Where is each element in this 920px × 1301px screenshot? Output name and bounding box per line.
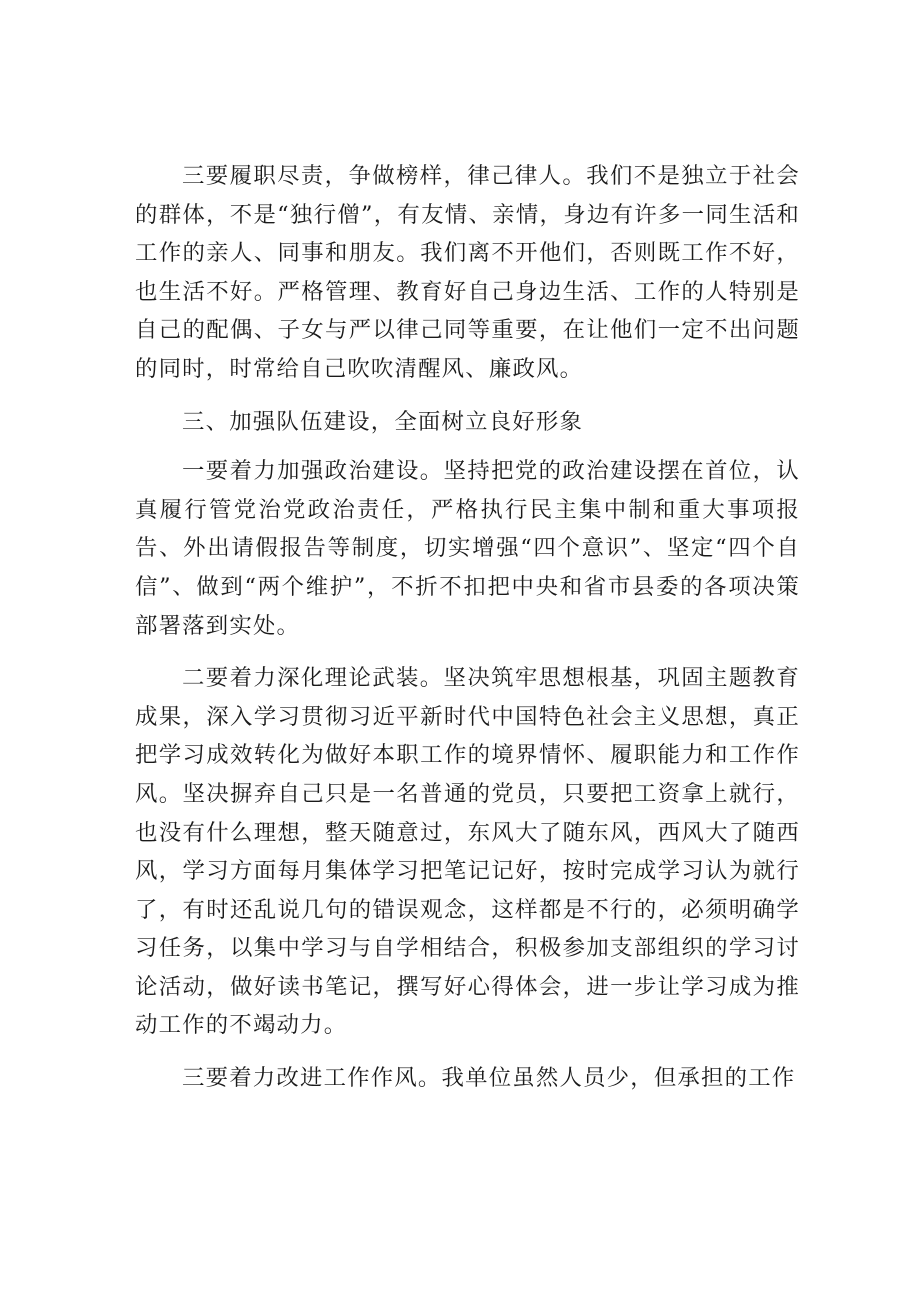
section-heading-team-building: 三、加强队伍建设，全面树立良好形象 [182, 408, 584, 435]
paragraph-theory-study: 二要着力深化理论武装。坚决筑牢思想根基，巩固主题教育成果，深入学习贯彻习近平新时代中国特色社会主义思想，真正把学习成效转化为做好本职工作的境界情怀、履职能力和工作作风。坚决摒弃自己只是一名普通的党员，只要把工资拿上就行，也没有什么理想，整天随意过，东风大了随东风，西风大了随西风，学习方面每月集体学习把笔记记好，按时完成学习认为就行了，有时还乱说几句的错误观念，这样都是不行的，必须明确学习任务，以集中学习与自学相结合，积极参加支部组织的学习讨论活动，做好读书笔记，撰写好心得体会，进一步让学习成为推动工作的不竭动力。 [135, 665, 800, 1039]
paragraph-self-discipline: 三要履职尽责，争做榜样，律己律人。我们不是独立于社会的群体，不是“独行僧”，有友情、亲情，身边有许多一同生活和工作的亲人、同事和朋友。我们离不开他们，否则既工作不好，也生活不好。严格管理、教育好自己身边生活、工作的人特别是自己的配偶、子女与严以律己同等重要，在让他们一定不出问题的同时，时常给自己吹吹清醒风、廉政风。 [135, 163, 800, 382]
document-body [135, 157, 800, 1112]
paragraph-work-style: 三要着力改进工作作风。我单位虽然人员少，但承担的工作 [182, 1065, 796, 1092]
paragraph-political-construction: 一要着力加强政治建设。坚持把党的政治建设摆在首位，认真履行管党治党政治责任，严格执行民主集中制和重大事项报告、外出请假报告等制度，切实增强“四个意识”、坚定“四个自信”、做到“两个维护”，不折不扣把中央和省市县委的各项决策部署落到实处。 [135, 458, 800, 639]
